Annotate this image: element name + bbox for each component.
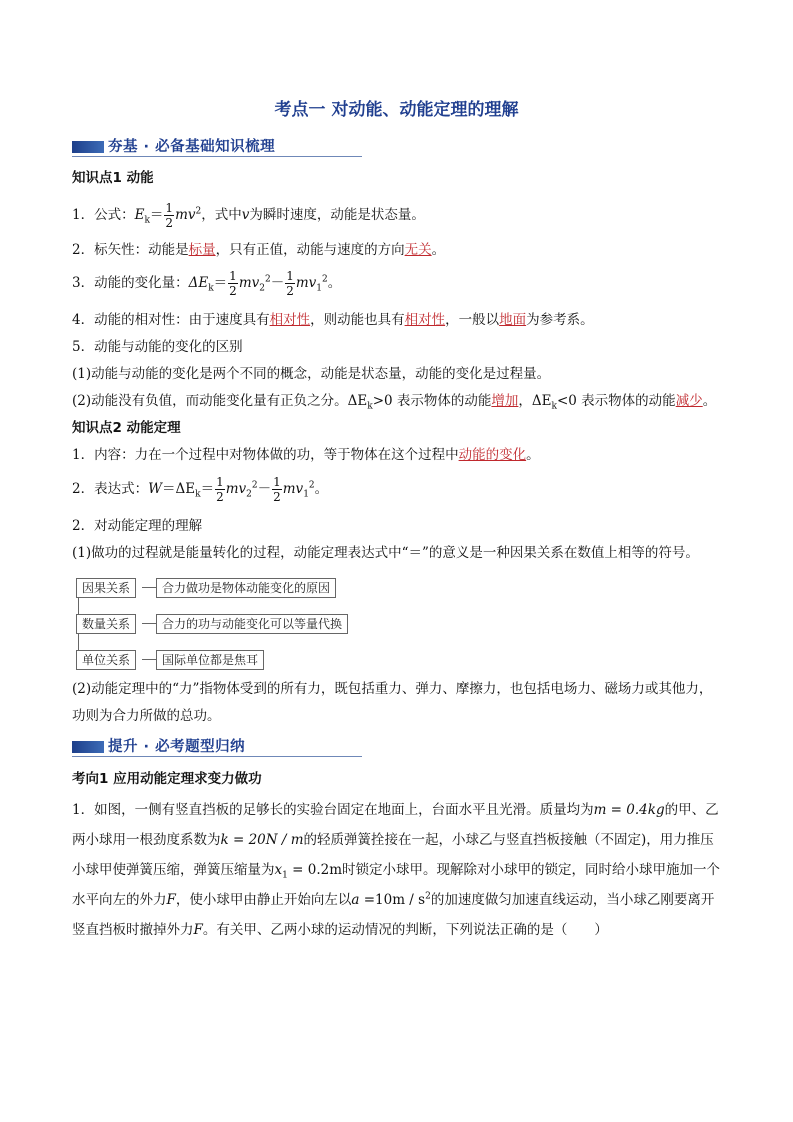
theorem-relations-diagram — [76, 576, 376, 676]
kp2-heading: 知识点2 动能定理 — [72, 420, 181, 436]
text: 时锁定小球甲。现解除对小球甲的锁定，同时给小球甲施加一个水平向左的外力 — [72, 862, 721, 908]
frac-den: 2 — [286, 284, 294, 298]
frac-num: 1 — [273, 475, 281, 489]
text: － — [257, 481, 272, 497]
answer-blank: 地面 — [499, 312, 527, 328]
math: m = 0.4kg — [593, 802, 665, 818]
banner-bar-icon — [72, 141, 104, 153]
text: 。 — [431, 242, 446, 258]
page-title: 考点一 对动能、动能定理的理解 — [274, 100, 519, 120]
answer-blank: 减少 — [675, 393, 703, 409]
math: 2 — [425, 891, 431, 902]
text: ＝ΔE — [161, 481, 196, 497]
text: k — [195, 489, 201, 500]
text: 1 — [303, 489, 309, 500]
frac-num: 1 — [286, 269, 294, 283]
math: a — [351, 892, 360, 908]
frac-den: 2 — [216, 490, 224, 504]
kp2-line5: (2)动能定理中的“力”指物体受到的所有力，既包括重力、弹力、摩擦力，也包括电场力、磁场力或其他力，功则为合力所做的总功。 — [72, 681, 713, 724]
kp2-line2 — [72, 474, 722, 504]
math: 1 — [282, 870, 288, 881]
answer-blank: 增加 — [491, 393, 519, 409]
text: 2 — [259, 283, 265, 294]
kp1-line4 — [72, 310, 722, 330]
diagram-connector — [142, 623, 156, 624]
answer-blank: 无关 — [404, 242, 432, 258]
text: ，则动能也具有 — [310, 312, 405, 328]
text: ，式中 — [201, 207, 242, 223]
text: 2 — [251, 480, 258, 491]
text: k — [551, 401, 557, 412]
section-banner-exam — [72, 735, 362, 757]
text: (2)动能没有负值，而动能变化量有正负之分。ΔE — [72, 393, 368, 409]
answer-blank: 标量 — [188, 242, 216, 258]
text: mv — [175, 207, 196, 223]
kp1-line7 — [72, 391, 722, 411]
frac-num: 1 — [229, 269, 237, 283]
text: 3．动能的变化量： — [72, 275, 189, 291]
text: － — [270, 275, 285, 291]
kp2-line4: (1)做功的过程就是能量转化的过程，动能定理表达式中“＝”的意义是一种因果关系在数值上相等的符号。 — [72, 545, 699, 561]
text: >0 表示物体的动能 — [372, 393, 492, 409]
banner-text: 夯基 · 必备基础知识梳理 — [108, 139, 276, 155]
text: 。 — [526, 447, 540, 463]
kp1-line3 — [72, 268, 722, 298]
diagram-label-box: 单位关系 — [76, 650, 136, 670]
kp1-line2 — [72, 240, 722, 260]
diagram-label-box: 因果关系 — [76, 578, 136, 598]
fraction — [272, 475, 282, 504]
text: 的甲、乙两小球用一根劲度系数为 — [72, 802, 719, 848]
math: = 0.2m — [287, 862, 343, 878]
text: k — [144, 215, 150, 226]
text: k — [367, 401, 373, 412]
text: 2．表达式： — [72, 481, 149, 497]
text: 为瞬时速度，动能是状态量。 — [249, 207, 425, 223]
text: mv — [238, 275, 260, 291]
text: 1．内容：力在一个过程中对物体做的功，等于物体在这个过程中 — [72, 447, 459, 463]
text: k — [208, 283, 214, 294]
math: k = 20N / m — [220, 832, 304, 848]
text: mv — [295, 275, 317, 291]
text: 2 — [195, 206, 202, 217]
text: 2 — [308, 480, 315, 491]
text: 的加速度做匀加速直线运动，当小球乙刚要离开竖直挡板时撤掉外力 — [72, 892, 715, 938]
text: ＝ — [213, 275, 228, 291]
kp2-line1 — [72, 445, 722, 465]
kp1-line5: 5．动能与动能的变化的区别 — [72, 339, 243, 355]
text: 2 — [264, 274, 271, 285]
kp1-heading: 知识点1 动能 — [72, 170, 154, 186]
fraction — [285, 269, 295, 298]
text: ，使小球甲由静止开始向左以 — [175, 892, 352, 908]
fraction — [215, 475, 225, 504]
fraction — [164, 201, 174, 230]
text: mv — [282, 481, 304, 497]
text: mv — [225, 481, 247, 497]
text: <0 表示物体的动能 — [556, 393, 676, 409]
frac-den: 2 — [165, 216, 174, 230]
frac-num: 1 — [165, 201, 174, 215]
text: ，ΔE — [518, 393, 552, 409]
question-topic-heading: 考向1 应用动能定理求变力做功 — [72, 771, 262, 787]
text: ΔE — [188, 275, 209, 291]
section-banner-basics — [72, 135, 362, 157]
banner-rule — [72, 156, 362, 157]
text: 1．公式： — [72, 207, 135, 223]
text: 。 — [314, 481, 329, 497]
diagram-desc-box: 国际单位都是焦耳 — [156, 650, 264, 670]
fraction — [228, 269, 238, 298]
text: ＝ — [149, 207, 164, 223]
math: x — [274, 862, 283, 878]
text: 。 — [702, 393, 717, 409]
text: E — [134, 207, 145, 223]
frac-num: 1 — [216, 475, 224, 489]
text: ，只有正值，动能与速度的方向 — [215, 242, 405, 258]
text: 1 — [316, 283, 323, 294]
text: 1．如图，一侧有竖直挡板的足够长的实验台固定在地面上，台面水平且光滑。质量均为 — [72, 802, 594, 818]
banner-bar-icon — [72, 741, 104, 753]
banner-text: 提升 · 必考题型归纳 — [108, 739, 246, 755]
text: 。 — [327, 275, 342, 291]
diagram-connector — [142, 587, 156, 588]
answer-blank: 相对性 — [404, 312, 446, 328]
text: 。有关甲、乙两小球的运动情况的判断，下列说法正确的是（ ） — [202, 922, 608, 938]
answer-blank: 动能的变化 — [458, 447, 527, 463]
diagram-desc-box: 合力做功是物体动能变化的原因 — [156, 578, 336, 598]
text: 为参考系。 — [526, 312, 594, 328]
question-1-text — [72, 795, 724, 945]
text: 的轻质弹簧拴接在一起，小球乙与竖直挡板接触（不固定)，用力推压小球甲使弹簧压缩，弹簧压缩量为 — [72, 832, 714, 878]
banner-rule — [72, 756, 362, 757]
math: F — [166, 892, 176, 908]
diagram-label-box: 数量关系 — [76, 614, 136, 634]
text: 2．标矢性：动能是 — [72, 242, 189, 258]
frac-den: 2 — [273, 490, 281, 504]
kp2-line3: 2．对动能定理的理解 — [72, 518, 203, 534]
diagram-desc-box: 合力的功与动能变化可以等量代换 — [156, 614, 348, 634]
diagram-connector — [142, 659, 156, 660]
frac-den: 2 — [229, 284, 237, 298]
math: F — [193, 922, 203, 938]
text: v — [241, 207, 250, 223]
text: W — [148, 481, 162, 497]
text: 2 — [322, 274, 328, 285]
text: ，一般以 — [445, 312, 500, 328]
kp1-line1 — [72, 200, 722, 230]
answer-blank: 相对性 — [269, 312, 311, 328]
text: ＝ — [200, 481, 215, 497]
math: =10m / s — [359, 892, 426, 908]
text: 4．动能的相对性：由于速度具有 — [72, 312, 270, 328]
text: 2 — [246, 489, 252, 500]
kp1-line6: (1)动能与动能的变化是两个不同的概念，动能是状态量，动能的变化是过程量。 — [72, 366, 551, 382]
